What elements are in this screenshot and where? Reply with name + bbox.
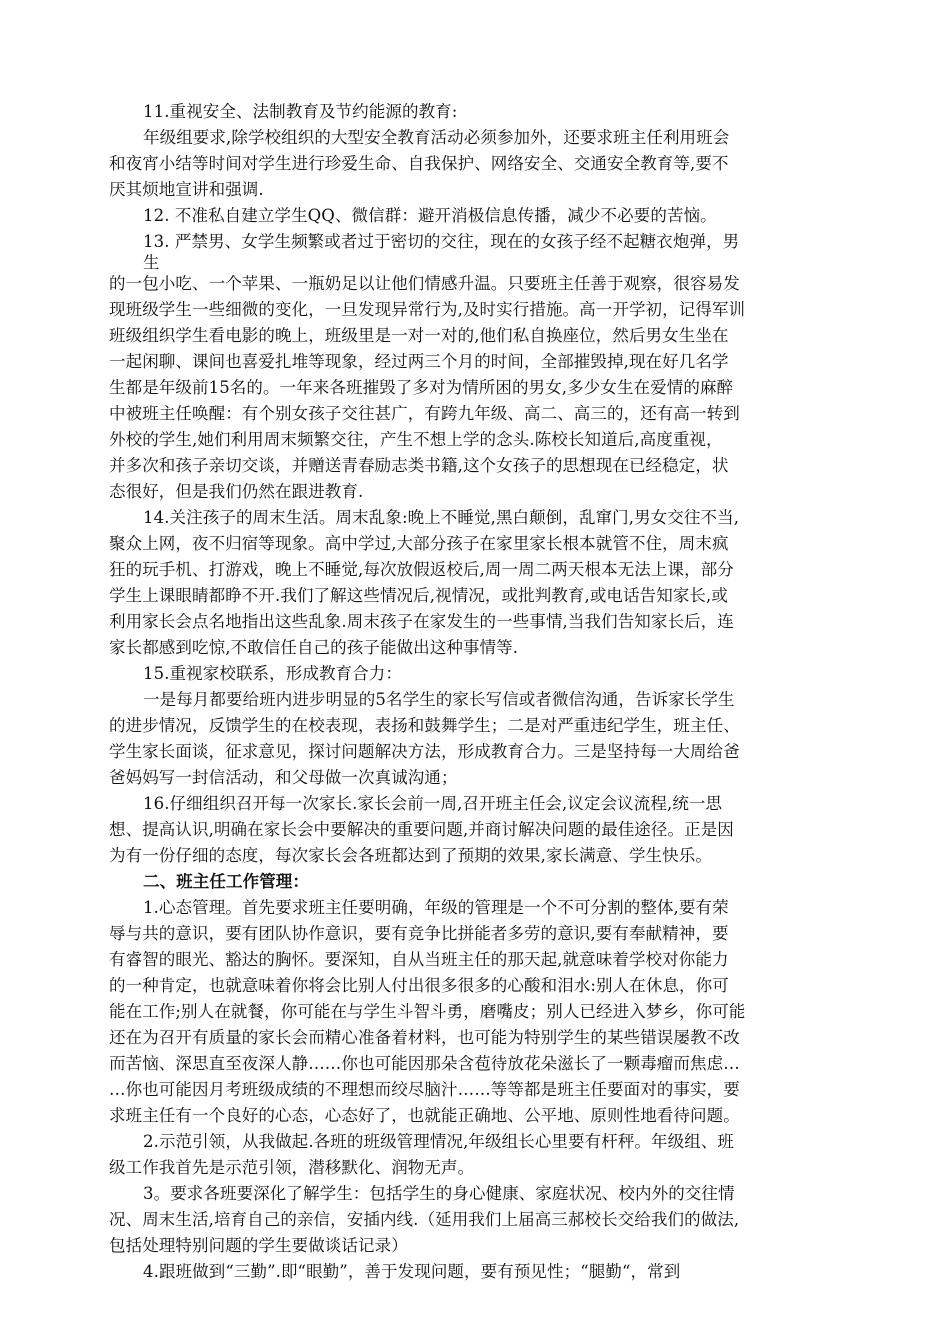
text-line: 16.仔细组织召开每一次家长.家长会前一周,召开班主任会,议定会议流程,统一思 [143,794,723,813]
text-line: 况、周末生活,培育自己的亲信，安插内线.（延用我们上届高三郝校长交给我们的做法, [109,1210,740,1229]
text-line: 15.重视家校联系，形成教育合力： [143,664,402,683]
text-line: 而苦恼、深思直至夜深人静……你也可能因那朵含苞待放花朵滋长了一颗毒瘤而焦虑… [109,1054,740,1073]
text-line: 学生上课眼睛都睁不开.我们了解这些情况后,视情况，或批判教育,或电话告知家长,或 [109,586,728,605]
section-heading: 二、班主任工作管理： [143,872,309,891]
text-line: 和夜宵小结等时间对学生进行珍爱生命、自我保护、网络安全、交通安全教育等,要不 [109,154,729,173]
text-line: 为有一份仔细的态度，每次家长会各班都达到了预期的效果,家长满意、学生快乐。 [109,846,712,865]
text-line: 有睿智的眼光、豁达的胸怀。要深知，自从当班主任的那天起,就意味着学校对你能力 [109,950,729,969]
text-line: …你也可能因月考班级成绩的不理想而绞尽脑汁……等等都是班主任要面对的事实，要 [109,1080,740,1099]
text-line: 的一种肯定，也就意味着你将会比别人付出很多很多的心酸和泪水:别人在休息，你可 [109,976,729,995]
text-line: 聚众上网，夜不归宿等现象。高中学过,大部分孩子在家里家长根本就管不住，周末疯 [109,534,729,553]
text-line: 12. 不准私自建立学生QQ、微信群：避开消极信息传播，减少不必要的苦恼。 [143,206,717,225]
text-line: 想、提高认识,明确在家长会中要解决的重要问题,并商讨解决问题的最佳途径。正是因 [109,820,734,839]
text-line: 辱与共的意识，要有团队协作意识，要有竞争比拼能者多劳的意识,要有奉献精神，要 [109,924,729,943]
text-line: 2.示范引领，从我做起.各班的班级管理情况,年级组长心里要有杆秤。年级组、班 [143,1132,735,1151]
text-line: 3。要求各班要深化了解学生：包括学生的身心健康、家庭状况、校内外的交往情 [143,1184,735,1203]
text-line: 爸妈妈写一封信活动，和父母做一次真诚沟通； [109,768,458,787]
text-line: 学生家长面谈，征求意见，探讨问题解决方法，形成教育合力。三是坚持每一大周给爸 [109,742,740,761]
text-line: 的一包小吃、一个苹果、一瓶奶足以让他们情感升温。只要班主任善于观察，很容易发 [109,274,740,293]
text-line: 外校的学生,她们利用周末频繁交往，产生不想上学的念头.陈校长知道后,高度重视， [109,430,723,449]
text-line: 14.关注孩子的周末生活。周末乱象:晚上不睡觉,黑白颠倒，乱窜门,男女交往不当, [143,508,740,527]
text-line: 现班级学生一些细微的变化，一旦发现异常行为,及时实行措施。高一开学初，记得军训 [109,300,746,319]
text-line: 4.跟班做到“三勤”.即“眼勤”，善于发现问题，要有预见性；“腿勤“，常到 [143,1262,681,1281]
text-line: 态很好，但是我们仍然在跟进教育. [109,482,364,501]
text-line: 利用家长会点名地指出这些乱象.周末孩子在家发生的一些事情,当我们告知家长后，连 [109,612,734,631]
text-line: 11.重视安全、法制教育及节约能源的教育: [143,102,458,121]
text-line: 年级组要求,除学校组织的大型安全教育活动必须参加外，还要求班主任利用班会 [143,128,730,147]
text-line: 一是每月都要给班内进步明显的5名学生的家长写信或者微信沟通，告诉家长学生 [143,690,735,709]
text-line: 班级组织学生看电影的晚上，班级里是一对一对的,他们私自换座位，然后男女生坐在 [109,326,729,345]
text-line: 生都是年级前15名的。一年来各班摧毁了多对为情所困的男女,多少女生在爱情的麻醉 [109,378,734,397]
text-line: 并多次和孩子亲切交谈，并赠送青春励志类书籍,这个女孩子的思想现在已经稳定，状 [109,456,729,475]
text-line: 能在工作;别人在就餐，你可能在与学生斗智斗勇，磨嘴皮；别人已经进入梦乡，你可能 [109,1002,746,1021]
text-line: 中被班主任唤醒：有个别女孩子交往甚广，有跨九年级、高二、高三的，还有高一转到 [109,404,740,423]
text-line: 还在为召开有质量的家长会而精心准备着材料，也可能为特别学生的某些错误屡教不改 [109,1028,740,1047]
text-line: 的进步情况，反馈学生的在校表现，表扬和鼓舞学生；二是对严重违纪学生，班主任、 [109,716,740,735]
text-line: 生 [143,253,160,272]
text-line: 家长都感到吃惊,不敢信任自己的孩子能做出这种事情等. [109,638,519,657]
text-line: 狂的玩手机、打游戏，晚上不睡觉,每次放假返校后,周一周二两天根本无法上课，部分 [109,560,734,579]
text-line: 13. 严禁男、女学生频繁或者过于密切的交往，现在的女孩子经不起糖衣炮弹，男 [143,232,740,251]
text-line: 一起闲聊、课间也喜爱扎堆等现象，经过两三个月的时间，全部摧毁掉,现在好几名学 [109,352,729,371]
text-line: 厌其烦地宣讲和强调. [109,180,264,199]
text-line: 1.心态管理。首先要求班主任要明确，年级的管理是一个不可分割的整体,要有荣 [143,898,729,917]
text-line: 求班主任有一个良好的心态，心态好了，也就能正确地、公平地、原则性地看待问题。 [109,1106,740,1125]
text-line: 级工作我首先是示范引领，潜移默化、润物无声。 [109,1158,475,1177]
text-line: 包括处理特别问题的学生要做谈话记录） [109,1236,408,1255]
